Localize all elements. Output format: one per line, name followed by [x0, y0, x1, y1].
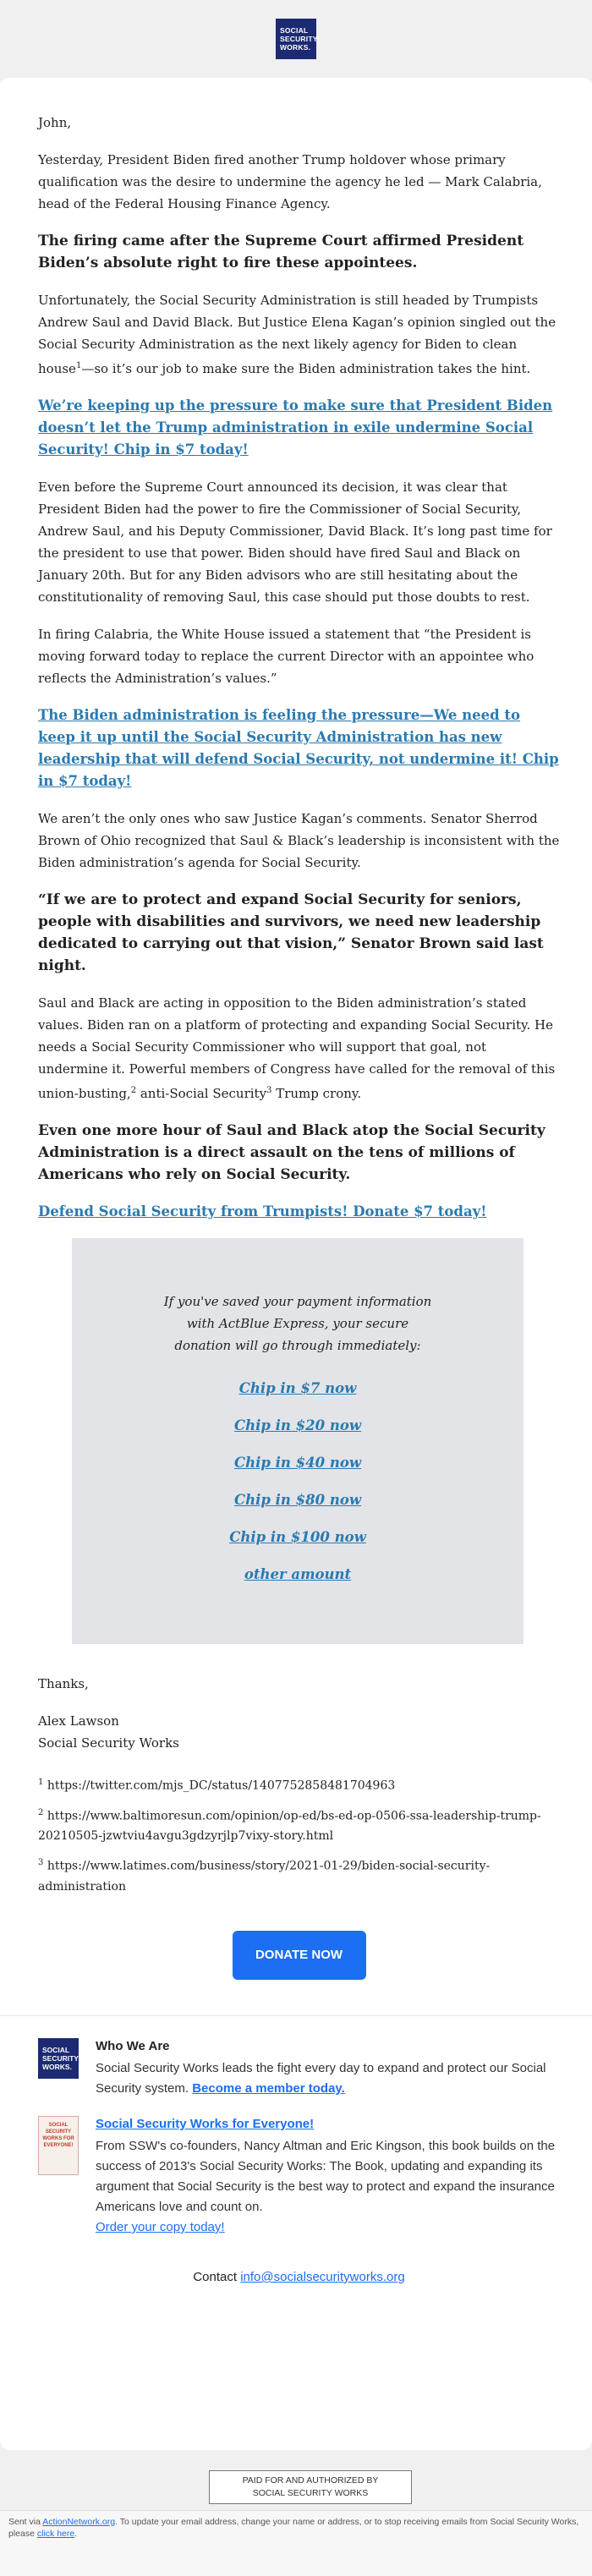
other-amount-link[interactable]: other amount — [244, 1566, 352, 1582]
paragraph-5: We aren’t the only ones who saw Justice Kagan’s comments. Senator Sherrod Brown of Ohio recognized that Saul & Black’s leadership is inconsistent with the Biden administration’s agenda for Social Security. — [38, 811, 560, 870]
contact-line: Contact info@socialsecurityworks.org — [193, 2269, 405, 2284]
footnote-3: $^3$ https://www.latimes.com/business/story/2021-01-29/biden-social-security-administration — [38, 1858, 491, 1894]
email-footer: Sent via ActionNetwork.org. To update your email address, change your name or address, or to stop receiving emails from Social Security Works, please click here. — [0, 2510, 592, 2576]
email-header — [0, 0, 592, 78]
bold-paragraph-3: Even one more hour of Saul and Black atop the Social Security Administration is a direct assault on the tens of millions of Americans who rely on Social Security. — [38, 1122, 545, 1183]
signature — [38, 1673, 560, 1754]
donate-box-intro: If you've saved your payment information with ActBlue Express, your secure donation will go through immediately: — [163, 1294, 432, 1353]
paragraph-4: In firing Calabria, the White House issued a statement that “the President is moving forward today to replace the current Director with an appointee who reflects the Administration’s values.” — [38, 627, 534, 686]
footnote-1: $^1$ https://twitter.com/mjs_DC/status/1407752858481704963 — [38, 1778, 396, 1793]
donate-link-1[interactable]: We’re keeping up the pressure to make sure that President Biden doesn’t let the Trump administration in exile undermine Social Security! Chip in $7 today! — [38, 397, 553, 458]
donate-link-2[interactable]: The Biden administration is feeling the pressure—We need to keep it up until the Social Security Administration has new leadership that will defend Social Security, not undermine it! Chip in $7 today! — [38, 707, 559, 789]
paragraph-6: Saul and Black are acting in opposition to the Biden administration’s stated values. Biden ran on a platform of protecting and expanding Social Security. He needs a Social Security Commissioner who will support that goal, not undermine it. Powerful members of Congress have called for the removal of this union-busting,$^2$ anti-Social Security$^3$ Trump crony. — [38, 995, 556, 1101]
paid-for-box: PAID FOR AND AUTHORIZED BY SOCIAL SECURITY WORKS — [209, 2470, 412, 2504]
chip-in-100-link[interactable]: Chip in $100 now — [229, 1529, 366, 1545]
greeting: John, — [38, 115, 72, 130]
divider — [0, 2015, 592, 2016]
donate-link-3[interactable]: Defend Social Security from Trumpists! Donate $7 today! — [38, 1203, 487, 1219]
cta-wrap — [38, 1931, 560, 1980]
donate-now-button[interactable]: DONATE NOW — [233, 1931, 366, 1980]
who-we-are-section: SOCIAL SECURITY WORKS. Who We Are Social Security Works leads the fight every day to expand and protect our Social Security system. Become a member today. — [38, 2038, 560, 2099]
footnote-ref-3: 3 — [266, 1086, 272, 1095]
chip-in-7-link[interactable]: Chip in $7 now — [238, 1380, 357, 1396]
book-title-link[interactable]: Social Security Works for Everyone! — [96, 2116, 315, 2131]
paragraph-2: Unfortunately, the Social Security Administration is still headed by Trumpists Andrew Saul and David Black. But Justice Elena Kagan’s opinion singled out the Social Security Administration as the next likely agency for Biden to clean house$^1$—so it’s our job to make sure the Biden administration takes the hint. — [38, 293, 556, 376]
book-cover-icon: SOCIAL SECURITY WORKS FOR EVERYONE! — [38, 2116, 79, 2175]
book-text: From SSW's co-founders, Nancy Altman and Eric Kingson, this book builds on the success of 2013's Social Security Works: The Book, updating and expanding its argument that Social Security is the best way to protect and expand the insurance Americans love and count on. — [96, 2138, 556, 2214]
chip-in-80-link[interactable]: Chip in $80 now — [233, 1492, 362, 1508]
footnotes — [38, 1773, 560, 1897]
ssw-logo[interactable]: SOCIAL SECURITY WORKS. — [276, 19, 316, 59]
bold-paragraph-1: The firing came after the Supreme Court affirmed President Biden’s absolute right to fire these appointees. — [38, 233, 524, 271]
actblue-donate-box — [72, 1238, 523, 1644]
chip-in-20-link[interactable]: Chip in $20 now — [233, 1417, 362, 1433]
chip-in-40-link[interactable]: Chip in $40 now — [233, 1455, 362, 1471]
order-copy-link[interactable]: Order your copy today! — [96, 2219, 225, 2234]
ssw-logo-small: SOCIAL SECURITY WORKS. — [38, 2038, 79, 2079]
paragraph-1: Yesterday, President Biden fired another Trump holdover whose primary qualification was the desire to undermine the agency he led — Mark Calabria, head of the Federal Housing Finance Agency. — [38, 152, 542, 211]
unsubscribe-link[interactable]: click here — [36, 2529, 75, 2539]
book-section — [38, 2116, 560, 2238]
actionnetwork-link[interactable]: ActionNetwork.org — [42, 2517, 116, 2527]
footnote-ref-2: 2 — [130, 1086, 137, 1095]
who-we-are-title: Who We Are — [96, 2038, 170, 2053]
footnote-2: $^2$ https://www.baltimoresun.com/opinion/op-ed/bs-ed-op-0506-ssa-leadership-trump-20210505-jzwtviu4avgu3gdzyrjlp7vixy-story.html — [38, 1807, 541, 1844]
footnote-ref-1: 1 — [75, 361, 82, 370]
signer-org: Social Security Works — [38, 1735, 179, 1751]
become-member-link[interactable]: Become a member today. — [192, 2080, 345, 2096]
signoff: Thanks, — [38, 1676, 89, 1691]
email-body — [0, 78, 592, 2450]
paragraph-3: Even before the Supreme Court announced its decision, it was clear that President Biden had the power to fire the Commissioner of Social Security, Andrew Saul, and his Deputy Commissioner, David Black. It’s long past time for the president to use that power. Biden should have fired Saul and Black on January 20th. But for any Biden advisors who are still hesitating about the constitutionality of removing Saul, this case should put those doubts to rest. — [38, 480, 552, 605]
contact-email-link[interactable]: info@socialsecurityworks.org — [240, 2269, 405, 2284]
signer-name: Alex Lawson — [38, 1713, 119, 1729]
bold-quote: “If we are to protect and expand Social Security for seniors, people with disabilities and survivors, we need new leadership dedicated to carrying out that vision,” Senator Brown said last night. — [38, 891, 544, 974]
